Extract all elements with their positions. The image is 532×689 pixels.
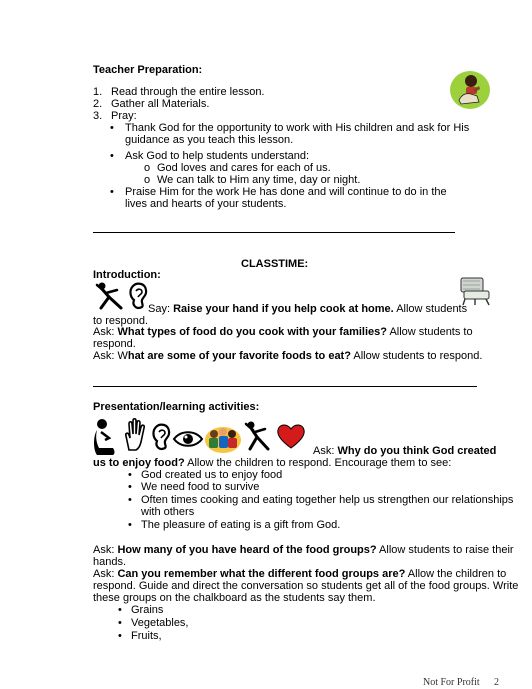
step-number: 2. [93,98,103,110]
food-groups-recall-question: Ask: Can you remember what the different food groups are? Allow the children to [93,568,507,580]
bullet-dot: • [128,481,132,493]
list-item: The pleasure of eating is a gift from God. [141,519,341,531]
stretching-person-icon [93,281,127,311]
bullet-dot: • [118,630,122,642]
chair-icon [458,276,492,306]
stretching-person-icon [243,420,273,452]
bullet-dot: • [118,617,122,629]
ask-2-line: Ask: What are some of your favorite foods to eat? Allow students to respond. [93,350,483,362]
ask-1-line-2: respond. [93,338,136,350]
ear-icon [149,422,171,452]
prep-step-3: Pray: [111,110,137,122]
kneeling-person-icon [93,418,119,456]
bullet-dot: • [128,494,132,506]
food-groups-question: Ask: How many of you have heard of the food groups? Allow students to raise their [93,544,514,556]
list-item: We need food to survive [141,481,260,493]
bullet-dot: • [110,186,114,198]
bullet-dot: • [128,469,132,481]
page-number: 2 [494,677,499,688]
divider [93,232,455,233]
bullet-dot: • [128,519,132,531]
footer-text: Not For Profit [423,677,480,688]
hand-icon [121,418,147,452]
prep-step-1: Read through the entire lesson. [111,86,265,98]
list-item: God created us to enjoy food [141,469,283,481]
circle-bullet: o [144,174,151,186]
presentation-ask-line: Ask: Why do you think God created [313,445,497,457]
prep-bullet-3-line2: lives and hearts of your students. [125,198,287,210]
say-line: Say: Raise your hand if you help cook at home. Allow students [148,303,468,315]
step-number: 1. [93,86,103,98]
prep-bullet-3-line1: Praise Him for the work He has done and will continue to do in the [125,186,447,198]
list-item-continuation: with others [141,506,195,518]
ask-1-line: Ask: What types of food do you cook with your families? Allow students to [93,326,473,338]
heart-icon [276,422,306,450]
bullet-dot: • [110,150,114,162]
prep-sub-2: We can talk to Him any time, day or night. [157,174,361,186]
step-number: 3. [93,110,103,122]
say-line-2: to respond. [93,315,149,327]
circle-bullet: o [144,162,151,174]
intro-heading: Introduction: [93,269,161,281]
bullet-dot: • [110,122,114,134]
classtime-heading: CLASSTIME: [241,258,309,270]
food-groups-question-line2: hands. [93,556,127,568]
presentation-ask-line-2: us to enjoy food? Allow the children to respond. Encourage them to see: [93,457,452,469]
food-group-item: Fruits, [131,630,162,642]
prep-bullet-2: Ask God to help students understand: [125,150,310,162]
bullet-dot: • [118,604,122,616]
praying-child-icon [449,70,491,110]
list-item: Often times cooking and eating together help us strengthen our relationships [141,494,514,506]
prep-bullet-1-line2: guidance as you teach this lesson. [125,134,294,146]
prep-heading: Teacher Preparation: [93,64,203,76]
prep-bullet-1-line1: Thank God for the opportunity to work with His children and ask for His [125,122,470,134]
divider [93,386,477,387]
ear-icon [126,281,148,311]
food-groups-recall-line3: these groups on the chalkboard as the students say them. [93,592,376,604]
eye-icon [172,430,204,448]
presentation-heading: Presentation/learning activities: [93,401,260,413]
food-groups-recall-line2: respond. Guide and direct the conversation so students get all of the food groups. Write [93,580,519,592]
prep-sub-1: God loves and cares for each of us. [157,162,331,174]
food-group-item: Vegetables, [131,617,189,629]
food-group-item: Grains [131,604,164,616]
children-group-icon [204,424,242,454]
prep-step-2: Gather all Materials. [111,98,210,110]
